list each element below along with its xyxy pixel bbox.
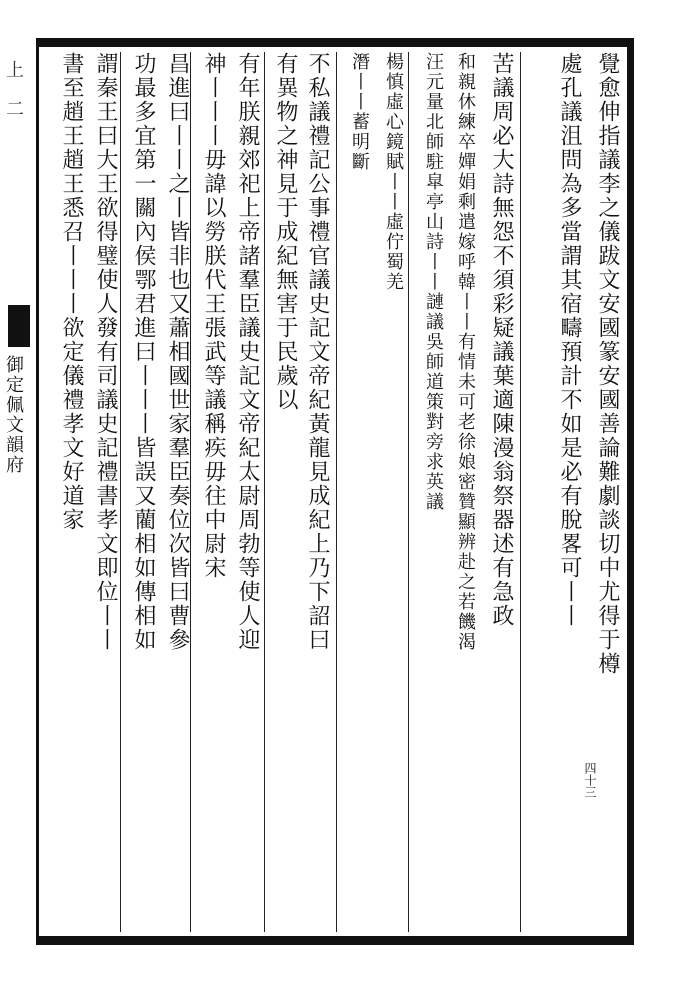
top-border xyxy=(36,38,634,47)
page-number: 四十三 xyxy=(583,762,597,798)
text-column-1: 覺愈伸指議李之儀跋文安國篆安國善論難劇談切中尤得于樽 xyxy=(595,52,620,676)
fishtail-mark xyxy=(8,305,30,347)
text-column-2: 處孔議沮問為多當謂其宿疇預計不如是必有脫畧可丨丨 xyxy=(557,52,582,628)
text-column-12: 昌進曰丨丨之丨皆非也又蕭相國世家羣臣奏位次皆曰曹參 xyxy=(165,52,190,652)
text-column-5: 汪元量北師駐皐亭山詩丨丨謰議吳師道策對旁求英議 xyxy=(423,52,444,512)
text-column-9: 有異物之神見于成紀無害于民歲以 xyxy=(273,52,298,412)
gutter-top-text: 上 二 xyxy=(3,60,24,117)
column-rule xyxy=(520,52,521,932)
bottom-border xyxy=(36,936,634,945)
left-border xyxy=(36,38,39,945)
text-column-13: 功最多宜第一關內侯鄂君進曰丨丨丨皆誤又藺相如傳相如 xyxy=(131,52,156,652)
gutter-title: 御定佩文韻府 xyxy=(3,355,24,475)
column-rule xyxy=(264,52,265,932)
right-border xyxy=(627,38,634,945)
text-column-4: 和親休練卒嬋娟剩遣嫁呼韓丨丨有情未可老徐娘密贊顯辨赴之若饑渴 xyxy=(455,52,476,652)
text-column-7: 潛丨丨蓄明斷 xyxy=(349,52,370,172)
text-column-3: 苦議周必大詩無怨不須彩疑議葉適陳漫翁祭器述有急政 xyxy=(489,52,514,628)
text-column-15: 書至趙王趙王悉召丨丨丨欲定儀禮孝文好道家 xyxy=(59,52,84,532)
text-column-11: 神丨丨丨毋諱以勞朕代王張武等議稱疾毋往中尉宋 xyxy=(201,52,226,580)
column-rule xyxy=(336,52,337,932)
text-column-14: 謂秦王曰大王欲得璧使人發有司議史記禮書孝文即位丨丨 xyxy=(93,52,118,652)
text-column-6: 楊慎虛心鏡賦丨丨虛佇蜀羌 xyxy=(383,52,404,292)
text-column-8: 不私議禮記公事禮官議史記文帝紀黃龍見成紀上乃下詔曰 xyxy=(305,52,330,652)
text-column-10: 有年朕親郊祀上帝諸羣臣議史記文帝紀太尉周勃等使人迎 xyxy=(235,52,260,652)
